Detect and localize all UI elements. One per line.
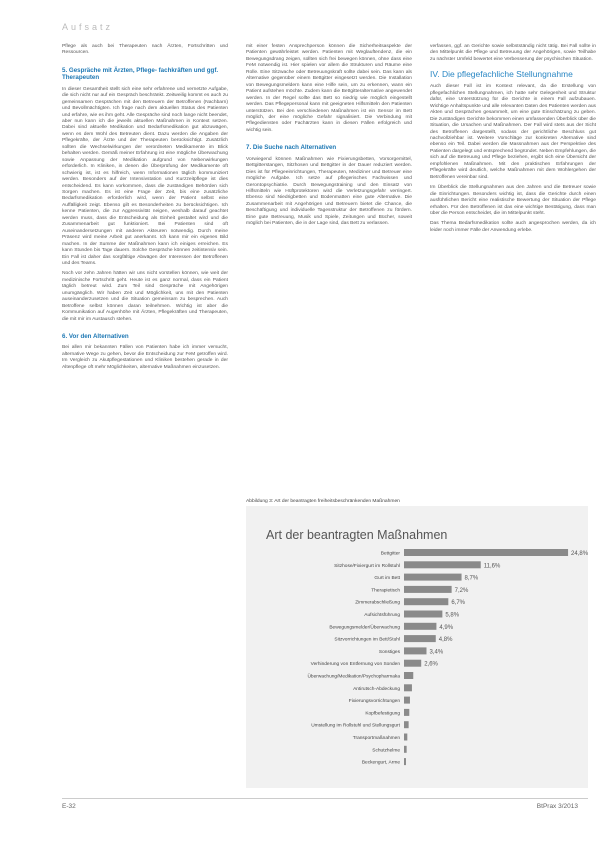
data-label: 5,8% bbox=[445, 612, 460, 619]
category-label: Antirutsch-Abdeckung bbox=[353, 686, 400, 692]
category-label: Aufsichtsführung bbox=[364, 613, 400, 618]
paragraph: verfassen, ggf. an Gerichte sowie selbstständig nicht tätig. Bei Fall sollte in den Mittelpunkt die Pflege und Betreuung der Angehörigen, sowie Teilhabe zu nächster Umfeld bewertet eine Verbesserung der psychischen Situation. bbox=[430, 44, 596, 62]
chart-background bbox=[246, 506, 588, 788]
paragraph: In dieser Gesamtheit stellt sich eine sehr erfahrene und vernetzte Aufgabe, die sich nicht nur auf ein Gespräch beschränkt. Zeitweilig kommt es auch zu gemeinsamen Gesprächen mit den Betreuern der Betroffenen (Nachbarn) und Bevollmächtigten. Ich frage nach dem aktuellen Status des Patienten und erfahre, wie es ihm geht. Alle Gespräche sind noch lange nicht beendet, aber nun kann ich die jeweils aktuellen Maßnahmen in Kontext setzen. Dabei sind aktuelle Medikation und Bedarfsmedikation gut abzuwägen, wenn es dem Wohl des Betreuten dient. Dazu werden die Angaben der Pflegekräfte, der Ärzte und der Therapeuten berücksichtigt. Zusätzlich sollten die Wechselwirkungen der verordneten Medikamente im Blick behalten werden. Gemäß meiner Erfahrung ist eine mögliche Überwachung sowie Anpassung der Medikation aufgrund von Nebenwirkungen erforderlich. In Kliniken, in denen die Überprüfung der Medikamente oft schwierig ist, ist es hilfreich, wenn Informationen täglich kommuniziert werden. Besonders auf der Intensivstation und Kurzzeitpflege ist dies entscheidend. Es kann vorkommen, dass die zuständigen Behörden sich Sorgen machen. Es ist eine Frage der Zeit, bis eine zusätzliche Bedarfsmedikation erforderlich wird, wenn der Patient selbst eine Auffälligkeit zeigt. Ebenso gilt es Besonderheiten zu berücksichtigen. Ich kenne Patienten, die zur Aggressivität neigen, weshalb darauf geachtet werden muss, dass die Entscheidung als Einheit gestaltet wird und die Zusammenarbeit gut funktioniert. Bei Patienten sind oft Auseinandersetzungen mit anderen Akteuren notwendig. Durch meine Präsenz wird meine Arbeit gut anerkannt. Ich kann mir ein eigenes Bild machen. In der Summe der Maßnahmen kann ich einiges erreichen. Es kann Stunden bis Tage dauern. Solche Gespräche können zeitintensiv sein. Ein Fall ist daher das sorgfältige Abwägen der Interessen der Betroffenen und des Teams. bbox=[62, 86, 228, 266]
section-heading: 7. Die Suche nach Alternativen bbox=[246, 144, 337, 152]
paragraph: Bei allen mir bekannten Fällen von Patienten habe ich immer versucht, alternative Wege zu gehen, bevor die Entscheidung zur FeM getroffen wird. Im Vergleich zu Akutpflegestationen und Kliniken bestehen gerade in der Altenpflege oft mehr Möglichkeiten, alternative Maßnahmen einzusetzen. bbox=[62, 345, 228, 370]
category-label: Umstellung im Rollstuhl und Stellungsgurt bbox=[311, 723, 400, 729]
paragraph: Auch dieser Fall ist im Kontext relevant, da die Erstellung von pflegefachlichen Stellungnahmen, ich hatte sehr Gelegenheit und Struktur dafür, eine Unterstützung für die Gerichte in einem Fall aufzubauen. Wichtige Anhaltspunkte und alle relevanten Daten des Patienten werden aus Akten und Gesprächen gesammelt, um eine gute Einschätzung zu geben. Die zuständigen Gerichte bekommen einen umfassenden Überblick über die Situation, die Ursachen und Maßnahmen. Der Fall wird stets aus der Sicht des Betroffenen dargestellt, sodass der gerichtliche Beschluss gut nachvollziehbar ist. Weitere Vorschläge zur konkreten Alternative sind ebenso ein Teil. Dabei werden die Massnahmen aus der Perspektive des Patienten dargelegt und entsprechend begründet. Neben Empfehlungen, die sich auf die Betreuung und Pflege beziehen, ergibt sich eine Übersicht der empfohlenen Maßnahmen. Mit den praktischen Erfahrungen der Pflegekräfte wird deutlich, welche Maßnahmen mit dem Wohlergehen der Betroffenen vereinbar sind. bbox=[430, 84, 596, 180]
category-label: Beckengurt, Arme bbox=[361, 760, 400, 766]
text-column-2 bbox=[246, 44, 412, 232]
paragraph: Pflege als auch bei Therapeuten nach Ärzten, Fortschritten und Ressourcen. bbox=[62, 44, 228, 56]
section-heading: 5. Gespräche mit Ärzten, Pflege- fachkräften und ggf. Therapeuten bbox=[62, 66, 219, 82]
category-label: Kopfbefestigung bbox=[365, 711, 400, 717]
category-label: Fixierungsvorrichtungen bbox=[348, 699, 400, 705]
category-label: Zimmerabschließung bbox=[355, 600, 400, 606]
data-label: 4,9% bbox=[439, 624, 454, 631]
data-label: 11,6% bbox=[483, 563, 501, 570]
section-heading: 6. Vor den Alternativen bbox=[62, 333, 129, 341]
category-label: Transportmaßnahmen bbox=[352, 736, 400, 741]
journal-issue: BtPrax 3/2013 bbox=[536, 803, 578, 810]
data-label: 24,8% bbox=[571, 551, 589, 557]
footer-rule bbox=[62, 798, 588, 799]
data-label: 7,2% bbox=[454, 587, 469, 594]
data-label: 6,7% bbox=[451, 600, 466, 607]
chart-title: Art der beantragten Maßnahmen bbox=[266, 528, 448, 542]
section-heading: IV. Die pflegefachliche Stellungnahme bbox=[430, 69, 573, 80]
figure-caption: Abbildung 3: Art der beantragten freiheitsbeschränkenden Maßnahmen bbox=[246, 499, 400, 504]
category-label: Überwachung/Medikation/Psychopharmaka bbox=[307, 674, 400, 680]
category-label: Verhinderung von Entfernung von Sonden bbox=[310, 662, 400, 668]
text-column-3 bbox=[430, 44, 596, 238]
category-label: Sitzhose/Fixiergurt im Rollstuhl bbox=[334, 563, 400, 569]
paragraph: Noch vor zehn Jahren hätten wir uns nicht vorstellen können, wie weit der medizinische Fortschritt geht. Heute ist es ganz normal, dass ein Patient täglich betreut wird. Zum Teil sind Gespräche mit Angehörigen unumgänglich. Wir haben Zeit und Möglichkeit, uns mit den Patienten auseinanderzusetzen und die Situation gemeinsam zu besprechen. Auch Betroffene selbst können daran teilnehmen. Wichtig ist aber die Kommunikation auf Augenhöhe mit Ärzten, Pflegekräften und Therapeuten, die mit mir im Austausch stehen. bbox=[62, 271, 228, 322]
data-label: 4,8% bbox=[438, 637, 453, 644]
category-label: Sonstiges bbox=[378, 649, 400, 655]
page-number: E-32 bbox=[62, 803, 76, 810]
category-label: Schutzhelme bbox=[372, 748, 400, 754]
category-label: Bewegungsmelder/Überwachung bbox=[329, 625, 400, 631]
paragraph: Das Thema Bedarfsmedikation sollte auch angesprochen werden, da ich leider noch immer Fälle der Anwendung erlebe. bbox=[430, 221, 596, 233]
page-header: Aufsatz bbox=[62, 22, 114, 32]
category-label: Therapietisch bbox=[371, 588, 400, 594]
category-label: Bettgitter bbox=[380, 551, 400, 557]
text-column-1 bbox=[62, 44, 228, 375]
category-label: Gurt im Bett bbox=[374, 576, 400, 582]
paragraph: Im Überblick die Stellungnahmen aus den Jahren und die Betreuer sowie die Einrichtungen. Besonders wichtig ist, dass die Gerichte durch einen ausführlichen Bericht eine realistische Bewertung der Situation der Pflege erhalten. Für den Betroffenen ist das eine wichtige Bestätigung, dass man über die Person entscheidet, die im Mittelpunkt steht. bbox=[430, 185, 596, 216]
data-label: 8,7% bbox=[464, 575, 479, 582]
data-label: 3,4% bbox=[429, 649, 444, 656]
paragraph: Vorwiegend können Maßnahmen wie Fixierungsbetten, Vorsorgemittel, Bettgitterstangen, Sitzhosen und Bettgitter in der Dauer reduziert werden. Dies ist für Pflegeeinrichtungen, Therapeuten, Mediziner und Betreuer eine mögliche Aufgabe. Ich setze auf pflegerisches Fachwissen und Gerontopsychiatrie. Durch Bewegungstraining und den Einsatz von Hilfsmitteln wie Hüftprotektoren wird die Verletzungsgefahr verringert. Ebenso sind Niedrigbetten und Bodenmatten eine gute Alternative. Die Zusammenarbeit mit Angehörigen und Betreuern bietet die Chance, die Beschäftigung und individuelle Tagesstruktur der Betroffenen zu fördern. Eine gute Betreuung, Musik und Spiele, Zeitungen und Bücher, soweit möglich bei Patienten, die in der Lage sind, das Bett zu verlassen. bbox=[246, 156, 412, 227]
data-label: 2,6% bbox=[424, 661, 438, 668]
category-label: Sitzvorrichtungen im Bett/Stuhl bbox=[334, 637, 400, 643]
paragraph: mit einer festen Ansprechperson können die Sicherheitsaspekte der Patienten gewährleistet werden. Patienten mit Weglauftendenz, die ein Bewegungsdrang zeigen, sollten sich frei bewegen können, ohne dass eine FeM notwendig ist. Hier spielen vor allem die Strukturen und Räume eine Rolle. Eine Sitzwache oder Betreuungskraft sollte dabei sein. Das kann als Alternative gegenüber einem Bettgitter eingesetzt werden. Die Installation von Bewegungsmeldern kann eine Hilfe sein, um zu erkennen, wann ein Patient aufstehen möchte. Zudem kann die Bettgitteralternative angewendet werden. In der Regel sollte das Bett so niedrig wie möglich eingestellt werden. Das Pflegepersonal kann mit geeigneten Hilfsmitteln den Patienten unterstützen. Bei den verschiedenen Maßnahmen ist ein Sensor im Bett möglich, der eine mögliche Gefahr signalisiert. Die Verbindung mit Pflegediensten oder Fachärzten kann in diesen Fällen erfolgreich und wichtig sein. bbox=[246, 44, 412, 133]
